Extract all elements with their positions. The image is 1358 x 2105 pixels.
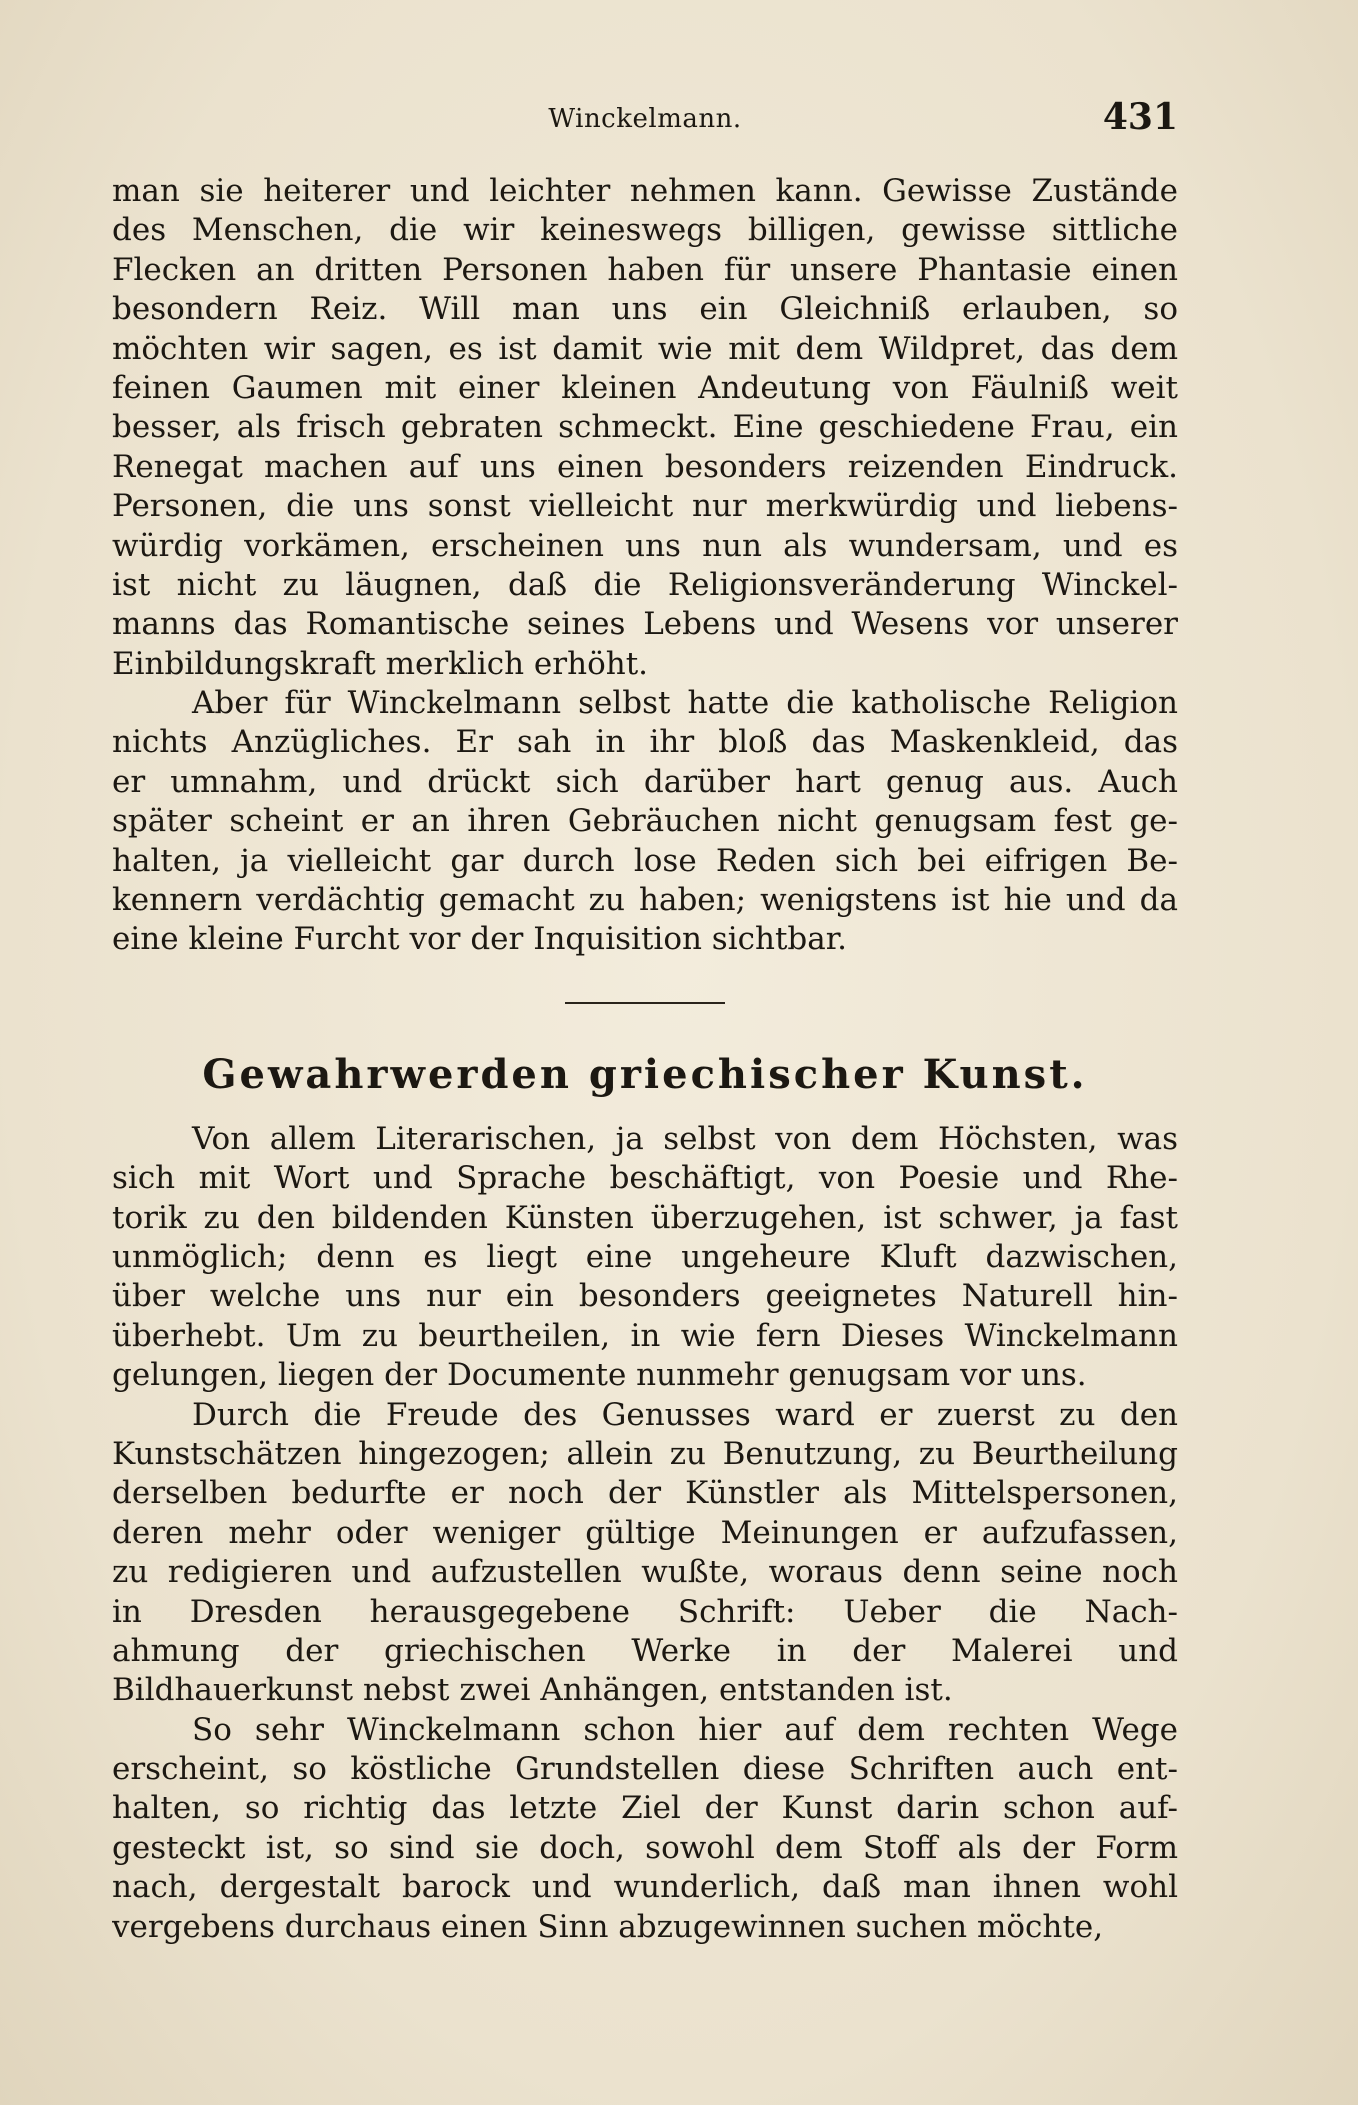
text-line: kennern verdächtig gemacht zu haben; wenigstens ist hie und da	[112, 882, 1178, 919]
text-line: später scheint er an ihren Gebräuchen nicht genugsam fest ge-	[112, 803, 1178, 840]
text-line: gesteckt ist, so sind sie doch, sowohl dem Stoff als der Form	[112, 1829, 1178, 1866]
text-line: unmöglich; denn es liegt eine ungeheure Kluft dazwischen,	[112, 1238, 1178, 1275]
text-line: man sie heiterer und leichter nehmen kann. Gewisse Zustände	[112, 173, 1178, 209]
page-number: 431	[1102, 96, 1178, 138]
paragraph	[112, 1396, 1178, 1711]
text-line: feinen Gaumen mit einer kleinen Andeutung von Fäulniß weit	[112, 369, 1178, 406]
text-line: ahmung der griechischen Werke in der Malerei und	[112, 1632, 1178, 1669]
text-line: sich mit Wort und Sprache beschäftigt, von Poesie und Rhe-	[112, 1160, 1178, 1197]
section-body	[112, 1120, 1178, 1947]
text-line: des Menschen, die wir keineswegs billigen, gewisse sittliche	[112, 212, 1178, 249]
text-line: erscheint, so köstliche Grundstellen diese Schriften auch ent-	[112, 1751, 1178, 1788]
text-line: nichts Anzügliches. Er sah in ihr bloß das Maskenkleid, das	[112, 724, 1178, 761]
paragraph	[112, 172, 1178, 684]
text-line: er umnahm, und drückt sich darüber hart genug aus. Auch	[112, 763, 1178, 800]
paragraph	[112, 1711, 1178, 1947]
text-line: würdig vorkämen, erscheinen uns nun als wundersam, und es	[112, 527, 1178, 564]
text-line: vergebens durchaus einen Sinn abzugewinnen suchen möchte,	[112, 1908, 1104, 1945]
text-line: Bildhauerkunst nebst zwei Anhängen, entstanden ist.	[112, 1672, 953, 1709]
text-line: Flecken an dritten Personen haben für unsere Phantasie einen	[112, 251, 1178, 288]
text-block	[112, 172, 1178, 1947]
text-line: in Dresden herausgegebene Schrift: Ueber die Nach-	[112, 1593, 1178, 1630]
text-line: deren mehr oder weniger gültige Meinungen er aufzufassen,	[112, 1514, 1178, 1551]
text-line: torik zu den bildenden Künsten überzugehen, ist schwer, ja fast	[112, 1199, 1178, 1236]
text-line: über welche uns nur ein besonders geeignetes Naturell hin-	[112, 1278, 1178, 1315]
text-line: halten, so richtig das letzte Ziel der Kunst darin schon auf-	[112, 1790, 1178, 1827]
text-line: manns das Romantische seines Lebens und Wesens vor unserer	[112, 606, 1178, 643]
running-title: Winckelmann.	[548, 104, 742, 134]
running-head	[112, 96, 1178, 146]
paragraph	[112, 1120, 1178, 1396]
text-line: gelungen, liegen der Documente nunmehr genugsam vor uns.	[112, 1357, 1087, 1394]
text-line: Personen, die uns sonst vielleicht nur merkwürdig und liebens-	[112, 488, 1178, 525]
text-line: ist nicht zu läugnen, daß die Religionsveränderung Winckel-	[112, 566, 1178, 603]
text-line: Renegat machen auf uns einen besonders reizenden Eindruck.	[112, 448, 1178, 485]
text-line: nach, dergestalt barock und wunderlich, daß man ihnen wohl	[112, 1869, 1178, 1906]
text-line: Durch die Freude des Genusses ward er zuerst zu den	[192, 1396, 1178, 1433]
text-line: So sehr Winckelmann schon hier auf dem rechten Wege	[192, 1711, 1178, 1748]
paragraph	[112, 684, 1178, 960]
text-line: möchten wir sagen, es ist damit wie mit dem Wildpret, das dem	[112, 330, 1178, 367]
pre-section-text	[112, 172, 1178, 960]
text-line: halten, ja vielleicht gar durch lose Reden sich bei eifrigen Be-	[112, 842, 1178, 879]
text-line: Von allem Literarischen, ja selbst von dem Höchsten, was	[192, 1120, 1178, 1157]
section-heading: Gewahrwerden griechischer Kunst.	[202, 1050, 1088, 1098]
text-line: besondern Reiz. Will man uns ein Gleichniß erlauben, so	[112, 291, 1178, 328]
text-line: Aber für Winckelmann selbst hatte die katholische Religion	[192, 685, 1178, 722]
text-line: eine kleine Furcht vor der Inquisition sichtbar.	[112, 921, 848, 958]
text-line: zu redigieren und aufzustellen wußte, woraus denn seine noch	[112, 1554, 1178, 1591]
text-line: überhebt. Um zu beurtheilen, in wie fern Dieses Winckelmann	[112, 1317, 1178, 1354]
text-line: derselben bedurfte er noch der Künstler als Mittelspersonen,	[112, 1475, 1178, 1512]
text-line: Kunstschätzen hingezogen; allein zu Benutzung, zu Beurtheilung	[112, 1435, 1178, 1472]
text-line: besser, als frisch gebraten schmeckt. Eine geschiedene Frau, ein	[112, 409, 1178, 446]
text-line: Einbildungskraft merklich erhöht.	[112, 645, 649, 682]
section-divider-rule	[565, 1002, 725, 1004]
